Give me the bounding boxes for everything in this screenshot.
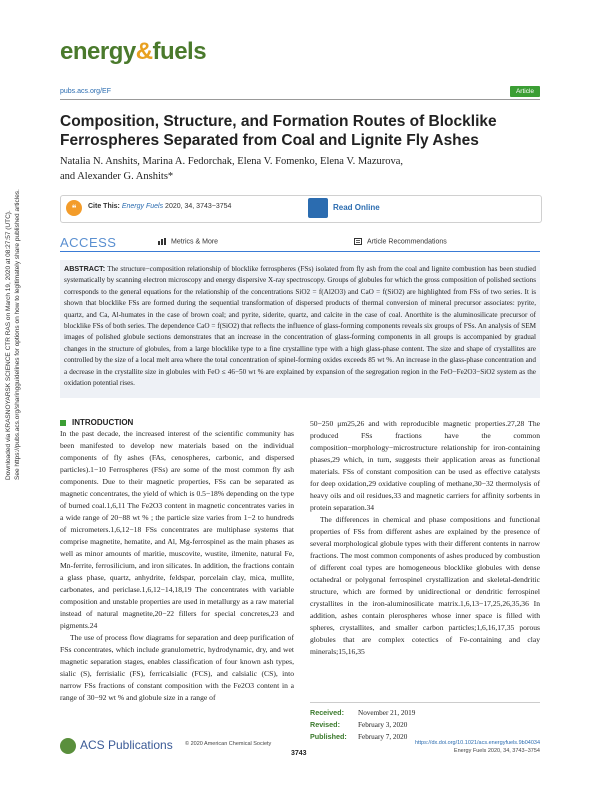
read-online-icon[interactable] — [308, 198, 328, 218]
section-heading — [60, 418, 133, 427]
paragraph: The use of process flow diagrams for separation and deep purification of FSs concentrates, which include granulometric, hydrodynamic, dry, and wet magnetic separation stages, enables classification of four known ash types, sialic (S), ferrisialic (FS), ferricalsialic (FCS), and calsialic (CS), into narrow FSs fractions of constant composition with the Fe2O3 content in a range of 30−92 wt % and globule size in a range of — [60, 633, 294, 702]
received-label: Received: — [310, 708, 344, 717]
cite-line[interactable] — [88, 203, 231, 210]
authors-line-2: and Alexander G. Anshits* — [60, 171, 174, 182]
read-online-button[interactable]: Read Online — [333, 203, 380, 212]
journal-logo — [60, 38, 206, 66]
access-divider — [60, 251, 540, 252]
recommendations-button[interactable] — [354, 238, 447, 245]
published-date: February 7, 2020 — [358, 733, 408, 741]
paragraph: 50−250 μm25,26 and with reproducible magnetic properties.27,28 The produced FSs fractions have the common composition−morphology−microstructure relationship for iron-containing phases,29 which, in turn, suggests their application areas as functional materials. FSs of constant composition can be used as effective catalysts for deep oxidation,29 oxidative coupling of methane,30−32 thermolysis of heavy oils and oil residues,33 and magnetic carriers for affinity sorbents in protein separation.34 — [310, 419, 540, 512]
bar-chart-icon — [158, 238, 166, 245]
download-notice-line-1: Downloaded via KRASNOYARSK SCIENCE CTR RAS on March 19, 2020 at 08:27:57 (UTC). — [5, 210, 12, 480]
header-divider — [60, 99, 540, 100]
download-notice — [4, 100, 22, 480]
doi-link[interactable]: https://dx.doi.org/10.1021/acs.energyfuels.9b04034 — [414, 740, 540, 746]
abstract-box — [60, 260, 540, 398]
journal-name-part1: energy — [60, 38, 136, 65]
article-type-badge: Article — [510, 86, 540, 97]
abstract-label: ABSTRACT: — [64, 264, 106, 273]
abstract-text: The structure−composition relationship of blocklike ferrospheres (FSs) isolated from fly ash from the coal and lignite combustion has been studied systematically by scanning electron microscopy and energy dispersive X-ray spectroscopy. Groups of globules for which the gross composition of polished sections corresponds to the general equations for the relationship of the concentrations SiO2 = f(Al2O3) and CaO = f(SiO2) are highlighted from FSs of two series. It is shown that blocklike FSs are formed during the sequential transformation of dispersed products of thermal conversion of mineral precursor associates: pyrite, quartz, and Ca, Al-humates in the case of brown coal; and pyrite, siderite, quartz, and calcite in the case of coal. Anorthite is the aluminosilicate precursor of blocklike FSs of both series. The dependence CaO = f(SiO2) that reflects the influence of glass-forming components reveals six groups of FSs. An analysis of SEM images of polished globule sections demonstrates that an increase in the concentration of glass-forming components in all groups is accompanied by gradual changes in the structure of globules, from a large blocklike type to a fine crystalline type with a high glass-phase content. The size and shape of crystallites are controlled by the size of a local melt area where the total concentration of spinel-forming oxides exceeds 85 wt %. An increase in the glass-phase concentration and a decrease in the crystallite size in globules with FeO ≤ 46−50 wt % are explained by expansion of the segregation region in the FeO−Fe2O3−SiO2 system as the oxidation potential rises. — [64, 265, 536, 388]
journal-name-part2: fuels — [152, 38, 207, 65]
cite-details: 2020, 34, 3743−3754 — [165, 203, 232, 210]
received-row — [310, 707, 540, 719]
column-right — [310, 418, 540, 658]
document-list-icon — [354, 238, 362, 245]
section-marker-icon — [60, 420, 66, 426]
acs-mark-icon — [60, 738, 76, 754]
copyright-notice: © 2020 American Chemical Society — [185, 741, 272, 747]
authors-line-1: Natalia N. Anshits, Marina A. Fedorchak, Elena V. Fomenko, Elena V. Mazurova, — [60, 156, 404, 167]
journal-amp: & — [135, 38, 153, 65]
metrics-label: Metrics & More — [171, 238, 219, 246]
paragraph: In the past decade, the increased interest of the scientific community has been manifested to develop new materials based on the individual components of fly ashes (FAs, cenospheres, carbonic, and dispersed particles).1−10 Ferrospheres (FSs) are some of the most common fly ash components. Due to their magnetic properties, FSs can be separated as magnetic concentrates, the yield of which is 0.5−18% depending on the type of burned coal.1,6,11 The Fe2O3 content in magnetic concentrates varies in a wide range of 20−88 wt % ; the particle size varies from 1−2 to hundreds of micrometers.1,6,12−18 FSs concentrates are multiphase systems that comprise magnetite, hematite, and Al, Mg-ferrospinel as the main phases as well as minor amounts of maritie, muscovite, wustite, ilmenite, natural Fe, Mn-ferrite, ferrosilicium, and iron silicates. In addition, the fractions contain a glass phase, quartz, anhydrite, feldspar, porcelain clay, mica, mullite, carbonates, and periclase.1,6,12−14,18,19 The concentrates with variable composition and unstable properties are used in metallurgy as a raw material instead of natural magnetite,20−22 fillers for special concretes,23 and pigments.24 — [60, 429, 294, 630]
article-title: Composition, Structure, and Formation Routes of Blocklike Ferrospheres Separated from Coal and Lignite Fly Ashes — [60, 113, 497, 149]
publication-dates — [310, 702, 540, 743]
section-title: INTRODUCTION — [72, 418, 134, 427]
published-label: Published: — [310, 732, 347, 741]
paragraph: The differences in chemical and phase compositions and functional properties of FSs from different ashes are explained by the presence of several morphological globule types with their different contents in narrow fractions. The most common components of ashes produced by combustion of different coal types are homogeneous blocklike globules with dense octahedral or polygonal ferrospinel crystallization and skeletal-dendritic structure, which are formed by unidirectional or dendritic ferrospinel crystallites in the iron-aluminosilicate matrix.1,6,13−17,25,26,35,36 In addition, ashes contain plerospheres whose inner space is filled with spheres, crystallites, and smaller carbon particles;1,6,16,17,35 porous globules that are complex cotectics of Fe-containing and clay minerals;15,16,35 — [310, 515, 540, 656]
revised-date: February 3, 2020 — [358, 721, 408, 729]
revised-label: Revised: — [310, 720, 340, 729]
cite-label: Cite This: — [88, 203, 120, 210]
doi-block — [380, 739, 540, 755]
journal-url[interactable]: pubs.acs.org/EF — [60, 88, 111, 95]
revised-row — [310, 719, 540, 731]
publisher-name: ACS Publications — [80, 738, 173, 753]
footer-citation: Energy Fuels 2020, 34, 3743−3754 — [453, 748, 540, 754]
recommendations-label: Article Recommendations — [367, 238, 447, 246]
quote-icon: ❝ — [66, 200, 82, 216]
access-label: ACCESS — [60, 235, 117, 250]
download-notice-line-2: See https://pubs.acs.org/sharingguidelines for options on how to legitimately share published articles. — [14, 189, 21, 480]
acs-publications-logo — [60, 738, 173, 754]
column-left — [60, 428, 294, 704]
received-date: November 21, 2019 — [358, 709, 416, 717]
cite-journal: Energy Fuels — [121, 203, 164, 210]
page-number: 3743 — [291, 750, 307, 757]
metrics-button[interactable] — [158, 238, 218, 245]
author-list — [60, 154, 540, 184]
